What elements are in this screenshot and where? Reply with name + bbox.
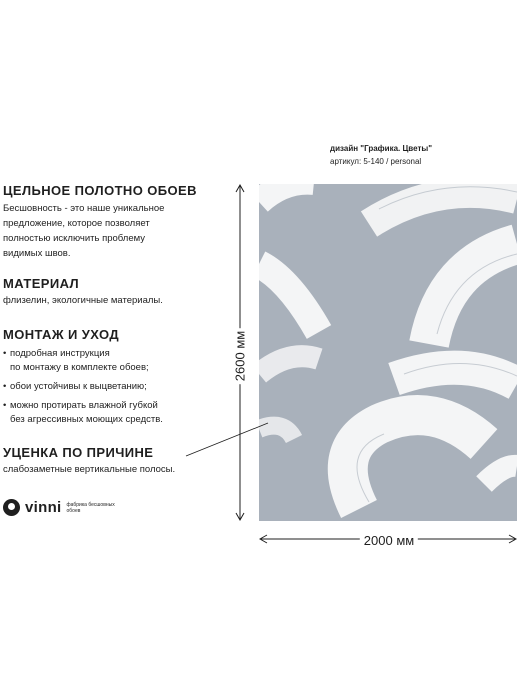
discount-text: слабозаметные вертикальные полосы. xyxy=(3,464,176,475)
heading-discount: УЦЕНКА ПО ПРИЧИНЕ xyxy=(3,445,154,460)
logo-name: vinni xyxy=(25,499,62,516)
heading-care: МОНТАЖ И УХОД xyxy=(3,327,119,342)
wallpaper-preview xyxy=(259,184,517,521)
width-label: 2000 мм xyxy=(360,533,418,548)
vinni-logo-icon xyxy=(3,499,20,516)
brush-stroke xyxy=(394,368,517,384)
design-title: дизайн "Графика. Цветы" xyxy=(330,144,433,153)
seamless-line: видимых швов. xyxy=(3,248,71,259)
care-item-line: без агрессивных моющих средств. xyxy=(10,414,163,425)
heading-material: МАТЕРИАЛ xyxy=(3,276,80,291)
seamless-line: предложение, которое позволяет xyxy=(3,218,150,229)
care-item-line: по монтажу в комплекте обоев; xyxy=(10,362,149,373)
care-item-line: • можно протирать влажной губкой xyxy=(10,400,158,411)
material-text: флизелин, экологичные материалы. xyxy=(3,295,163,306)
height-label: 2600 мм xyxy=(233,328,248,384)
logo-tagline: фабрика бесшовных обоев xyxy=(66,501,115,514)
care-list xyxy=(3,347,163,432)
seamless-line: полностью исключить проблему xyxy=(3,233,146,244)
list-item xyxy=(3,399,163,427)
care-item-line: • подробная инструкция xyxy=(10,348,110,359)
list-item xyxy=(3,347,163,375)
vinni-logo xyxy=(3,499,122,516)
care-item-line: • обои устойчивы к выцветанию; xyxy=(10,381,147,392)
design-article: артикул: 5-140 / personal xyxy=(330,157,422,166)
heading-seamless: ЦЕЛЬНОЕ ПОЛОТНО ОБОЕВ xyxy=(3,183,197,198)
pointer-line xyxy=(186,423,268,456)
seamless-line: Бесшовность - это наше уникальное xyxy=(3,203,165,214)
seamless-description xyxy=(3,201,164,261)
list-item xyxy=(3,380,163,394)
